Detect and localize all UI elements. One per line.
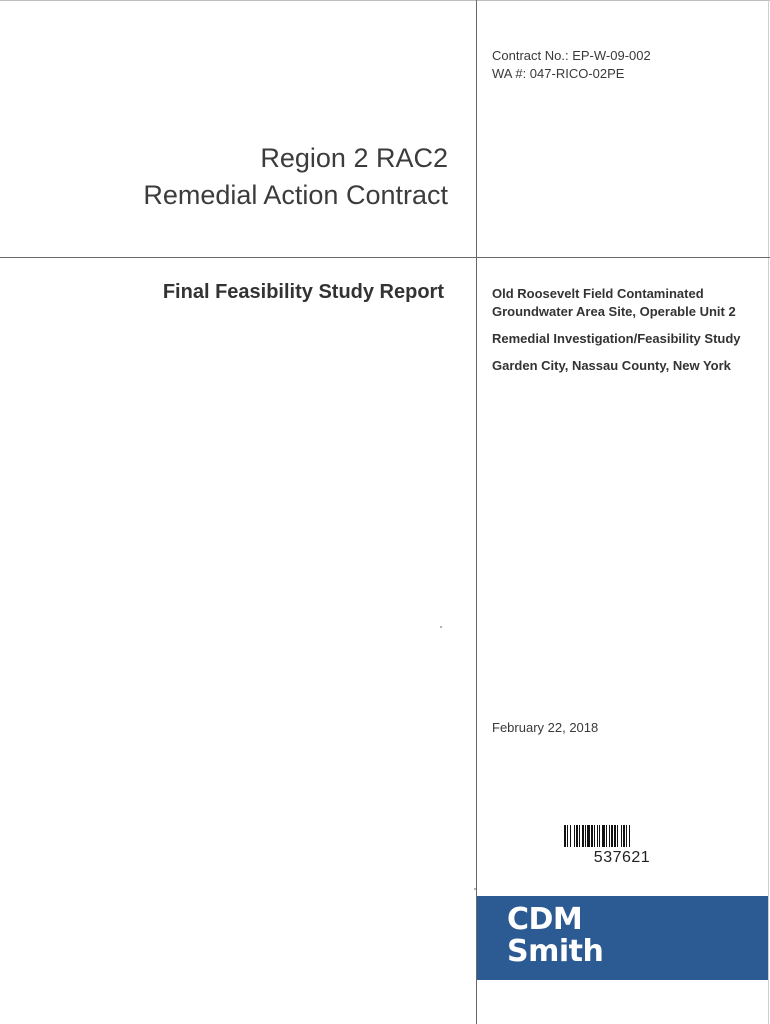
scan-speck [440, 626, 442, 628]
report-title: Final Feasibility Study Report [162, 281, 444, 303]
contract-number: Contract No.: EP-W-09-002 [492, 48, 651, 63]
cdm-smith-logo [477, 896, 768, 980]
barcode-bars [563, 825, 681, 847]
barcode-bar [564, 825, 566, 847]
barcode-bar [614, 825, 616, 847]
logo-line2: Smith [507, 934, 604, 969]
scan-speck [474, 888, 476, 890]
barcode-bar [591, 825, 593, 847]
barcode-bar [626, 825, 627, 847]
barcode-bar [567, 825, 568, 847]
site-name: Old Roosevelt Field Contaminated Groundwater Area Site, Operable Unit 2 [492, 286, 736, 319]
barcode-bar [582, 825, 584, 847]
barcode-bar [585, 825, 586, 847]
study-type: Remedial Investigation/Feasibility Study [492, 331, 741, 346]
barcode-bar [587, 825, 590, 847]
contract-info [492, 47, 651, 83]
logo-line1: CDM [507, 902, 583, 937]
barcode-bar [597, 825, 598, 847]
program-title-line1: Region 2 RAC2 [260, 143, 448, 173]
program-title [143, 140, 448, 214]
right-border [768, 0, 769, 1024]
barcode-bar [599, 825, 600, 847]
barcode-bar [609, 825, 610, 847]
report-date: February 22, 2018 [492, 720, 599, 735]
barcode-bar [621, 825, 622, 847]
barcode-bar [623, 825, 625, 847]
program-title-line2: Remedial Action Contract [143, 180, 448, 210]
barcode-bar [602, 825, 605, 847]
barcode [563, 825, 681, 867]
barcode-bar [576, 825, 578, 847]
barcode-bar [570, 825, 571, 847]
logo-text [507, 904, 603, 968]
barcode-bar [617, 825, 618, 847]
barcode-bar [629, 825, 630, 847]
horizontal-divider [0, 257, 770, 258]
site-location: Garden City, Nassau County, New York [492, 358, 731, 373]
site-info [492, 285, 760, 384]
barcode-number: 537621 [593, 849, 651, 866]
barcode-bar [594, 825, 595, 847]
barcode-bar [574, 825, 575, 847]
top-border [0, 0, 770, 1]
vertical-divider [476, 0, 477, 1024]
work-assignment-number: WA #: 047-RICO-02PE [492, 66, 625, 81]
barcode-bar [606, 825, 607, 847]
barcode-bar [611, 825, 613, 847]
barcode-bar [579, 825, 580, 847]
